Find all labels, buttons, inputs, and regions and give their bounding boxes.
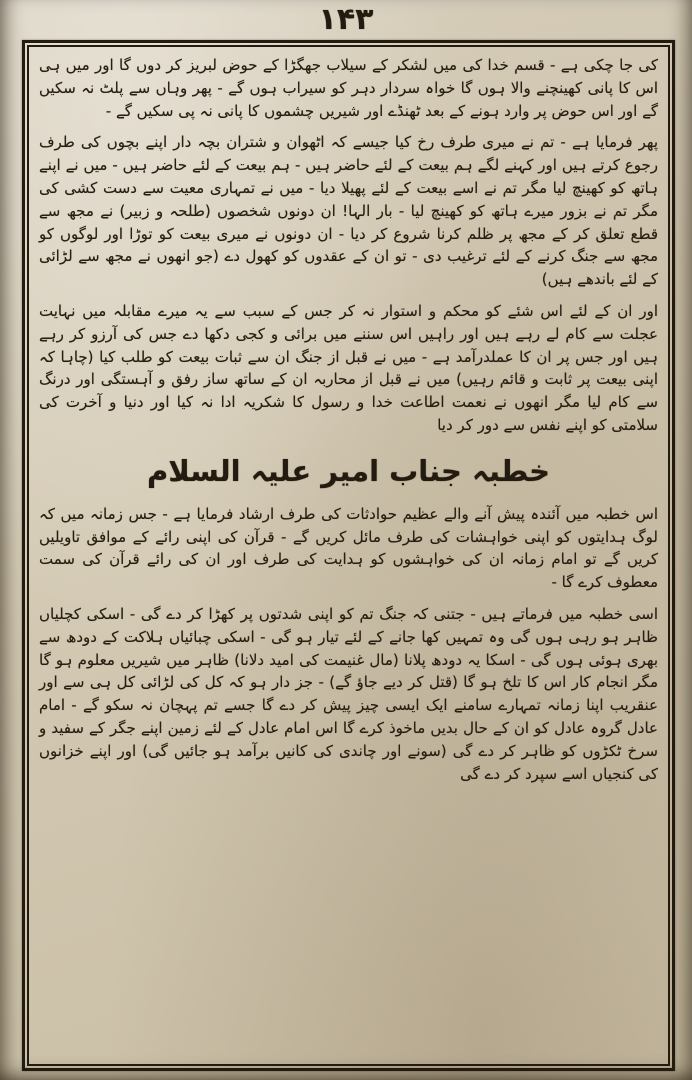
paragraph-sermon-2: اور ان کے لئے اس شئے کو محکم و استوار نہ کر جس کے سبب سے یہ میرے مقابلہ میں نہایت عجلت سے کام لے رہے ہیں اور راہیں اس سننے میں برائی و کجی دکھا دے جس کی آرزو کر رہے ہیں اور جس پر ان کا عملدرآمد ہے - میں نے قبل از جنگ ان سے ثبات بیعت کو طلب کیا (چاہا کہ اپنی بیعت پر ثابت و قائم رہیں) میں نے قبل از محاربہ ان کے ساتھ ساز رفق و آہستگی اور درنگ سے کام لیا مگر انھوں نے نعمت اطاعت خدا و رسول کا شکریہ ادا نہ کیا اور دنیا و آخرت کی سلامتی کو اپنے نفس سے دور کر دیا (39, 301, 658, 434)
section-heading: خطبہ جناب امیر علیہ السلام (147, 453, 550, 488)
page-number: ۱۴۳ (318, 2, 374, 37)
paragraph-intro: اس خطبہ میں آئندہ پیش آنے والے عظیم حوادثات کی طرف ارشاد فرمایا ہے - جس زمانہ میں کہ لوگ ہدایتوں کو اپنی خواہشات کی طرف مائل کریں گے - قرآن کی اپنی رائے کے موافق تاویلیں کریں گے تو امام زمانہ ان کی خواہشوں کو ہدایت کی طرف اور ان کی رائے قرآن کی سمت معطوف کرے گا - (39, 504, 658, 592)
page-border-frame (22, 40, 675, 1071)
paragraph-final: اسی خطبہ میں فرماتے ہیں - جتنی کہ جنگ تم کو اپنی شدتوں پر کھڑا کر دے گی - اسکی کچلیاں ظاہر ہو رہی ہوں گی وہ تمہیں کھا جانے کے لئے تیار ہو گی - اسکی چبائیاں ہلاکت کے دودھ سے بھری ہوئی ہوں گی - اسکا یہ دودھ پلانا (مال غنیمت کی امید دلانا) ظاہر میں شیریں معلوم ہو گا مگر انجام کار اس کا تلخ ہو گا (قتل کر دیے جاؤ گے) - جز دار ہو کہ کل کی لڑائی کل ہی سے اور عنقریب اپنا زمانہ تمہارے سامنے ایک ایسی چیز پیش کر دے گا جسے تم پہچان نہ سکو گے - امام عادل گروہ عادل کو ان کے حال بدیں ماخوذ کرے گا اس امام عادل کے لئے زمین اپنے جگر کے سفید و سرخ ٹکڑوں کو ظاہر کر دے گی (سونے اور چاندی کی کانیں برآمد ہو جائیں گی) اور اپنے خزانوں کی کنجیاں اسے سپرد کر دے گی (39, 605, 658, 783)
inner-border-frame (27, 45, 670, 1066)
paragraph-sermon-1: پھر فرمایا ہے - تم نے میری طرف رخ کیا جیسے کہ اٹھوان و شتران بچہ دار اپنے بچوں کی طرف رجوع کرتے ہیں اور کہنے لگے ہم بیعت کے لئے حاضر ہیں - ہم بیعت کے لئے حاضر ہیں - میں نے اپنے ہاتھ کو کھینچ لیا مگر تم نے اسے بیعت کے لئے پھیلا دیا - میں نے تمہاری معیت سے دست کشی کی مگر تم نے بزور میرے ہاتھ کو کھینچ لیا - بار الہا! ان دونوں شخصوں (طلحہ و زبیر) نے مجھ سے قطع تعلق کر کے مجھ پر ظلم کرنا شروع کر دیا - ان دونوں نے میری بیعت کو توڑا اور لوگوں کو مجھ سے جنگ کرنے کے لئے ترغیب دی - تو ان کے عقدوں کو کھول دے (جو انھوں نے مجھ سے لڑائی کے لئے باندھے ہیں) (39, 133, 658, 289)
body-text (39, 54, 658, 785)
paragraph-continuation: کی جا چکی ہے - قسم خدا کی میں لشکر کے سیلاب جھگڑا کے حوض لبریز کر دوں گا اور میں ہی اس کا پانی کھینچنے والا ہوں گا خواہ سردار دہر کو سیراب ہوں گے - پھر وہاں سے پلٹ نہ سکیں گے اور اس حوض پر وارد ہونے کے بعد ٹھنڈے اور شیریں چشموں کا پانی نہ پی سکیں گے - (39, 56, 658, 120)
